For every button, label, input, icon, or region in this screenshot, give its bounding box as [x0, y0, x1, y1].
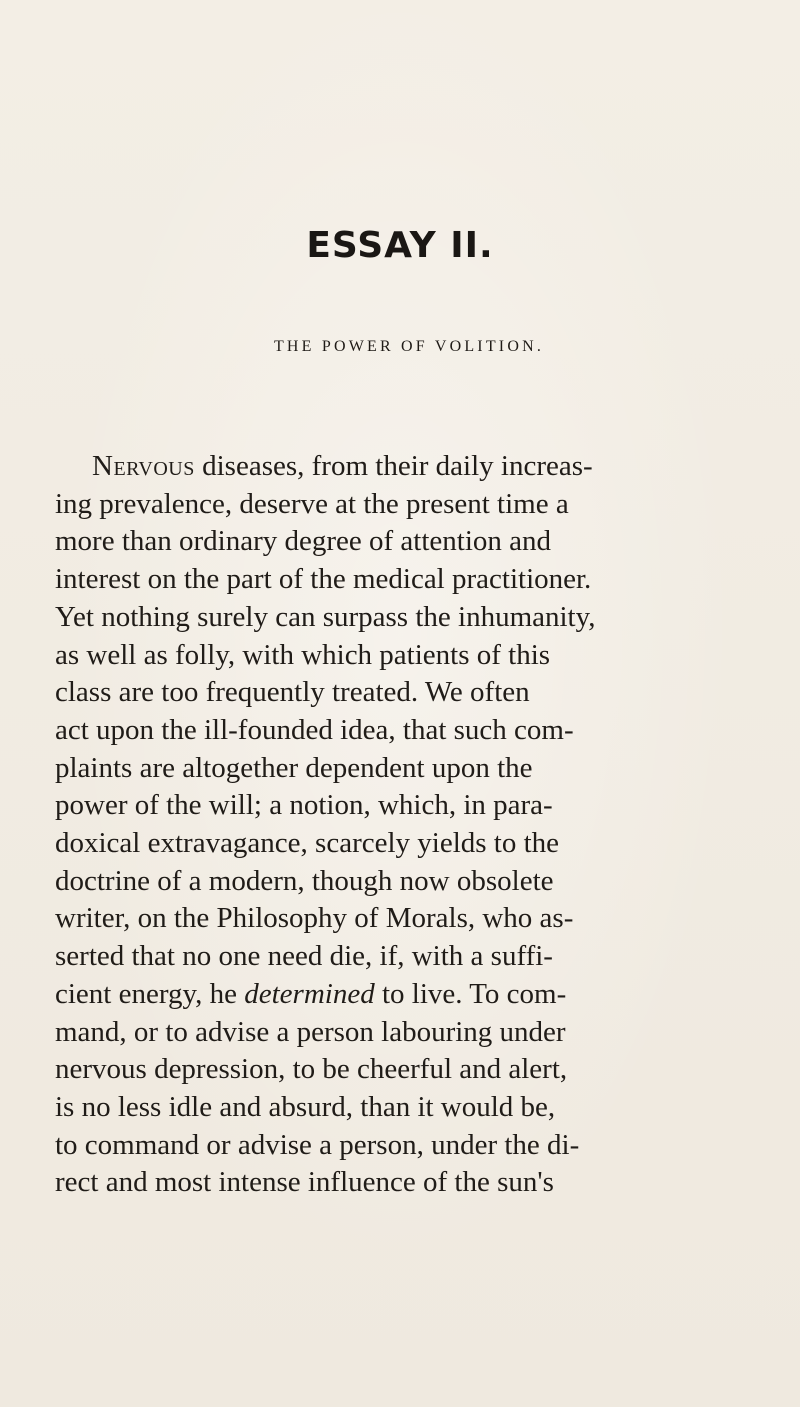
text-line-13: writer, on the Philosophy of Morals, who as-	[55, 902, 574, 935]
text-line-19: to command or advise a person, under the di-	[55, 1128, 580, 1161]
text-line-5: Yet nothing surely can surpass the inhumanity,	[55, 600, 596, 633]
text-line-14: serted that no one need die, if, with a suffi-	[55, 940, 553, 973]
text-line-2: ing prevalence, deserve at the present time a	[55, 487, 569, 520]
text-line-15-start: cient energy, he	[55, 977, 245, 1010]
text-line-16: mand, or to advise a person labouring under	[55, 1015, 566, 1048]
text-line-17: nervous depression, to be cheerful and alert,	[55, 1053, 568, 1086]
text-line-9: plaints are altogether dependent upon the	[55, 751, 533, 784]
text-line-10: power of the will; a notion, which, in para-	[55, 789, 553, 822]
drop-word: Nervous	[92, 450, 195, 482]
essay-subtitle: THE POWER OF VOLITION.	[273, 338, 545, 355]
text-line-1	[92, 448, 800, 484]
text-line-11: doxical extravagance, scarcely yields to the	[55, 827, 560, 859]
text-line-15	[55, 976, 800, 1012]
text-line-6: as well as folly, with which patients of this	[55, 638, 551, 671]
text-line-18: is no less idle and absurd, than it would be,	[55, 1090, 556, 1123]
text-line-7: class are too frequently treated. We often	[55, 676, 530, 709]
text-line-20: rect and most intense influence of the sun's	[55, 1166, 554, 1199]
text-line-15-end: to live. To com-	[374, 977, 567, 1010]
essay-title: ESSAY II.	[306, 225, 494, 266]
text-line-1-rest: diseases, from their daily increas-	[194, 450, 593, 482]
emphasized-word: determined	[244, 977, 375, 1010]
text-line-4: interest on the part of the medical practitioner.	[55, 563, 592, 596]
text-line-3: more than ordinary degree of attention and	[55, 525, 552, 558]
text-line-8: act upon the ill-founded idea, that such com-	[55, 713, 574, 746]
text-line-12: doctrine of a modern, though now obsolete	[55, 864, 554, 897]
